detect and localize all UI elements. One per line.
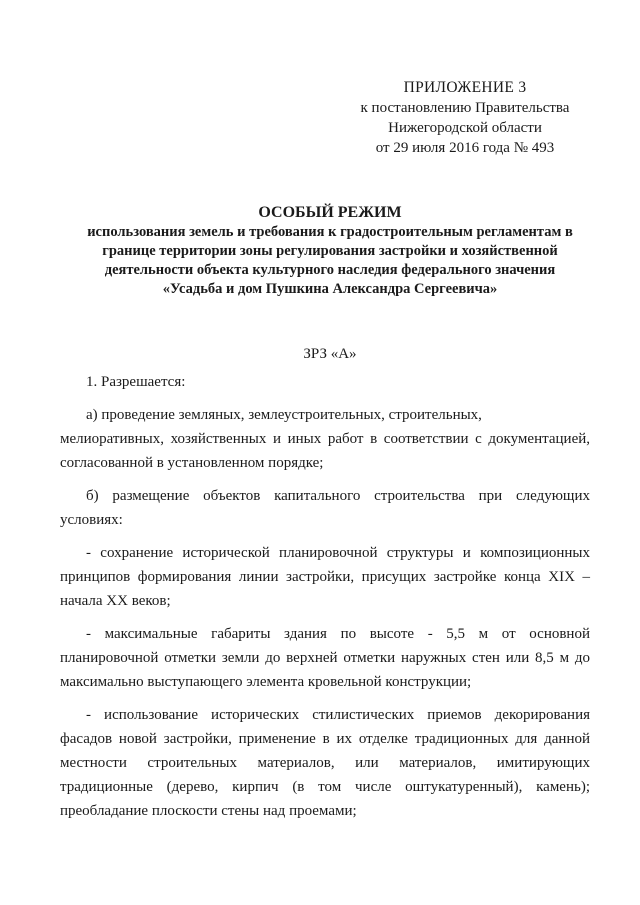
- document-heading: [50, 203, 610, 299]
- appendix-title: ПРИЛОЖЕНИЕ 3: [403, 79, 527, 96]
- heading-line-4: «Усадьба и дом Пушкина Александра Сергеевича»: [162, 281, 498, 297]
- paragraph-a-line-1: а) проведение земляных, землеустроительных, строительных,: [86, 407, 482, 423]
- paragraph-b-3: - использование исторических стилистических приемов декорирования фасадов новой застройки, применение в их отделке традиционных для данной местности строительных материалов, или материалов, имитирующих традиционные (дерево, кирпич (в том числе оштукатуренный), камень); преобладание плоскости стены над проемами;: [60, 707, 590, 819]
- zone-label: ЗРЗ «А»: [303, 346, 357, 362]
- heading-line-2: границе территории зоны регулирования застройки и хозяйственной: [102, 243, 558, 259]
- paragraph-b-1: - сохранение исторической планировочной структуры и композиционных принципов формирования линии застройки, присущих застройке конца XIX – начала XX веков;: [60, 545, 590, 609]
- appendix-line-2: Нижегородской области: [388, 120, 542, 136]
- paragraph-1: 1. Разрешается:: [86, 374, 186, 390]
- heading-line-1: использования земель и требования к градостроительным регламентам в: [87, 224, 573, 240]
- heading-line-3: деятельности объекта культурного наследия федерального значения: [104, 262, 556, 278]
- appendix-block: [330, 78, 600, 158]
- paragraph-b: б) размещение объектов капитального строительства при следующих условиях:: [60, 488, 590, 528]
- appendix-line-3: от 29 июля 2016 года № 493: [375, 140, 555, 156]
- heading-main: ОСОБЫЙ РЕЖИМ: [258, 204, 402, 221]
- appendix-line-1: к постановлению Правительства: [360, 100, 570, 116]
- paragraph-b-2: - максимальные габариты здания по высоте - 5,5 м от основной планировочной отметки земли до верхней отметки наружных стен или 8,5 м до максимально выступающего элемента кровельной конструкции;: [60, 626, 590, 690]
- document-body: [60, 370, 590, 823]
- paragraph-a-rest: мелиоративных, хозяйственных и иных работ в соответствии с документацией, согласованной в установленном порядке;: [60, 431, 590, 471]
